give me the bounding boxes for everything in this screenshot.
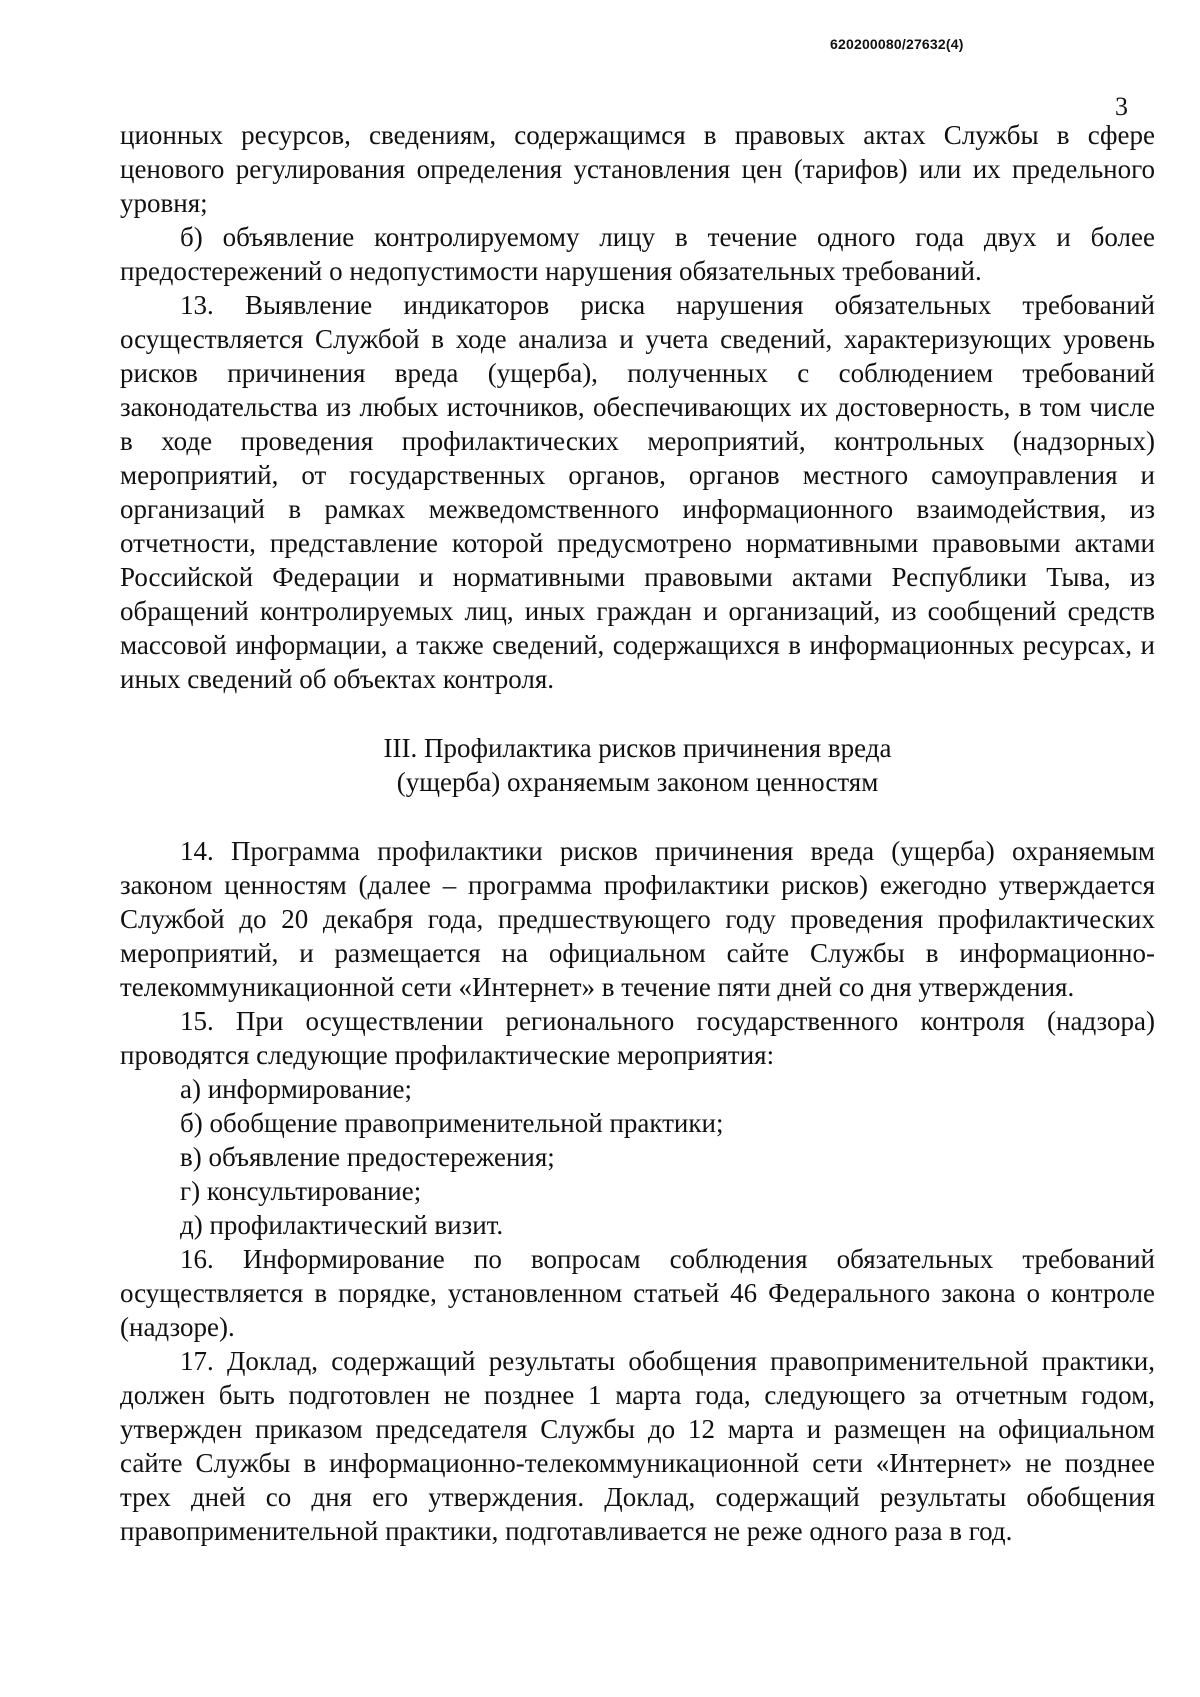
paragraph-13: 13. Выявление индикаторов риска нарушения обязательных требований осуществляется Службой в ходе анализа и учета сведений, характеризующих уровень рисков причинения вреда (ущерба), полученных с соблюдением требований законодательства из любых источников, обеспечивающих их достоверность, в том числе в ходе проведения профилактических мероприятий, контрольных (надзорных) мероприятий, от государственных органов, органов местного самоуправления и организаций в рамках межведомственного информационного взаимодействия, из отчетности, представление которой предусмотрено нормативными правовыми актами Российской Федерации и нормативными правовыми актами Республики Тыва, из обращений контролируемых лиц, иных граждан и организаций, из сообщений средств массовой информации, а также сведений, содержащихся в информационных ресурсах, и иных сведений об объектах контроля.	[120, 290, 1155, 694]
document-body	[120, 118, 1155, 1548]
paragraph-14: 14. Программа профилактики рисков причинения вреда (ущерба) охраняемым законом ценностям (далее – программа профилактики рисков) ежегодно утверждается Службой до 20 декабря года, предшествующего году проведения профилактических мероприятий, и размещается на официальном сайте Службы в информационно-телекоммуникационной сети «Интернет» в течение пяти дней со дня утверждения.	[120, 836, 1155, 1002]
list-item-g: г) консультирование;	[180, 1176, 422, 1206]
paragraph-continuation: ционных ресурсов, сведениям, содержащимся в правовых актах Службы в сфере ценового регулирования определения установления цен (тарифов) или их предельного уровня;	[120, 120, 1155, 218]
paragraph-item-b: б) объявление контролируемому лицу в течение одного года двух и более предостережений о недопустимости нарушения обязательных требований.	[120, 222, 1155, 286]
section-heading-line-1: III. Профилактика рисков причинения вреда	[383, 733, 892, 763]
page-number: 3	[1115, 92, 1128, 121]
list-item-d: д) профилактический визит.	[180, 1210, 504, 1240]
paragraph-16: 16. Информирование по вопросам соблюдения обязательных требований осуществляется в порядке, установленном статьей 46 Федерального закона о контроле (надзоре).	[120, 1244, 1155, 1342]
paragraph-15: 15. При осуществлении регионального государственного контроля (надзора) проводятся следующие профилактические мероприятия:	[120, 1006, 1155, 1070]
document-id: 620200080/27632(4)	[830, 36, 964, 52]
list-item-b: б) обобщение правоприменительной практики;	[180, 1108, 724, 1138]
section-heading	[120, 731, 1155, 799]
paragraph-17: 17. Доклад, содержащий результаты обобщения правоприменительной практики, должен быть подготовлен не позднее 1 марта года, следующего за отчетным годом, утвержден приказом председателя Службы до 12 марта и размещен на официальном сайте Службы в информационно-телекоммуникационной сети «Интернет» не позднее трех дней со дня его утверждения. Доклад, содержащий результаты обобщения правоприменительной практики, подготавливается не реже одного раза в год.	[120, 1346, 1155, 1546]
section-heading-line-2: (ущерба) охраняемым законом ценностям	[396, 767, 879, 797]
list-item-a: а) информирование;	[180, 1074, 413, 1104]
list-item-v: в) объявление предостережения;	[180, 1142, 555, 1172]
